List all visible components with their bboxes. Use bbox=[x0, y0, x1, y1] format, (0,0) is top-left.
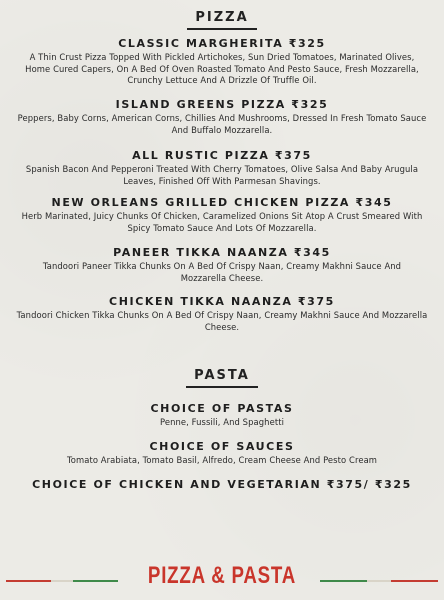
footer-title: PIZZA & PASTA bbox=[147, 562, 297, 589]
item-description: Herb Marinated, Juicy Chunks Of Chicken, Caramelized Onions Sit Atop A Crust Smeared With Spicy Tomato Sauce And Lots Of Mozzarella. bbox=[21, 211, 423, 233]
item-title: PANEER TIKKA NAANZA ₹345 bbox=[113, 246, 331, 259]
menu-item-island-greens bbox=[0, 97, 444, 136]
item-description: Tandoori Paneer Tikka Chunks On A Bed Of Crispy Naan, Creamy Makhni Sauce And Mozzarella Cheese. bbox=[42, 261, 402, 283]
item-title: ALL RUSTIC PIZZA ₹375 bbox=[132, 149, 312, 162]
menu-item-choice-of-chicken-and-vegetarian bbox=[0, 477, 444, 492]
item-title: ISLAND GREENS PIZZA ₹325 bbox=[115, 98, 329, 111]
menu-item-chicken-tikka-naanza bbox=[0, 294, 444, 333]
menu-item-choice-of-pastas bbox=[0, 401, 444, 429]
item-title: CHOICE OF PASTAS bbox=[150, 402, 294, 415]
item-description: Peppers, Baby Corns, American Corns, Chillies And Mushrooms, Dressed In Fresh Tomato Sauce And Buffalo Mozzarella. bbox=[17, 113, 427, 135]
item-description: Spanish Bacon And Pepperoni Treated With Cherry Tomatoes, Olive Salsa And Baby Arugula Leaves, Finished Off With Parmesan Shavings. bbox=[25, 164, 419, 186]
pasta-heading bbox=[0, 364, 444, 388]
footer-divider-right bbox=[320, 580, 438, 582]
menu-item-all-rustic bbox=[0, 148, 444, 187]
menu-item-classic-margherita bbox=[0, 36, 444, 87]
item-description: A Thin Crust Pizza Topped With Pickled Artichokes, Sun Dried Tomatoes, Marinated Olives, Home Cured Capers, On A Bed Of Oven Roasted Tomato And Pesto Sauce, Fresh Mozzarella, Crunchy Lettuce And A Drizzle Of Truffle Oil. bbox=[25, 52, 419, 85]
item-description: Penne, Fussili, And Spaghetti bbox=[159, 417, 285, 427]
item-title: CHOICE OF SAUCES bbox=[149, 440, 295, 453]
pizza-heading bbox=[0, 6, 444, 30]
item-title: NEW ORLEANS GRILLED CHICKEN PIZZA ₹345 bbox=[51, 196, 393, 209]
item-description: Tandoori Chicken Tikka Chunks On A Bed Of Crispy Naan, Creamy Makhni Sauce And Mozzarella Cheese. bbox=[16, 310, 428, 332]
item-title: CHOICE OF CHICKEN AND VEGETARIAN ₹375/ ₹325 bbox=[32, 478, 412, 491]
item-title: CLASSIC MARGHERITA ₹325 bbox=[118, 37, 326, 50]
menu-item-new-orleans bbox=[0, 195, 444, 234]
menu-footer bbox=[0, 548, 444, 600]
pasta-heading-text: PASTA bbox=[186, 368, 258, 388]
pizza-heading-text: PIZZA bbox=[187, 10, 256, 30]
item-description: Tomato Arabiata, Tomato Basil, Alfredo, Cream Cheese And Pesto Cream bbox=[66, 455, 378, 465]
menu-item-paneer-tikka-naanza bbox=[0, 245, 444, 284]
menu-item-choice-of-sauces bbox=[0, 439, 444, 467]
item-title: CHICKEN TIKKA NAANZA ₹375 bbox=[109, 295, 335, 308]
